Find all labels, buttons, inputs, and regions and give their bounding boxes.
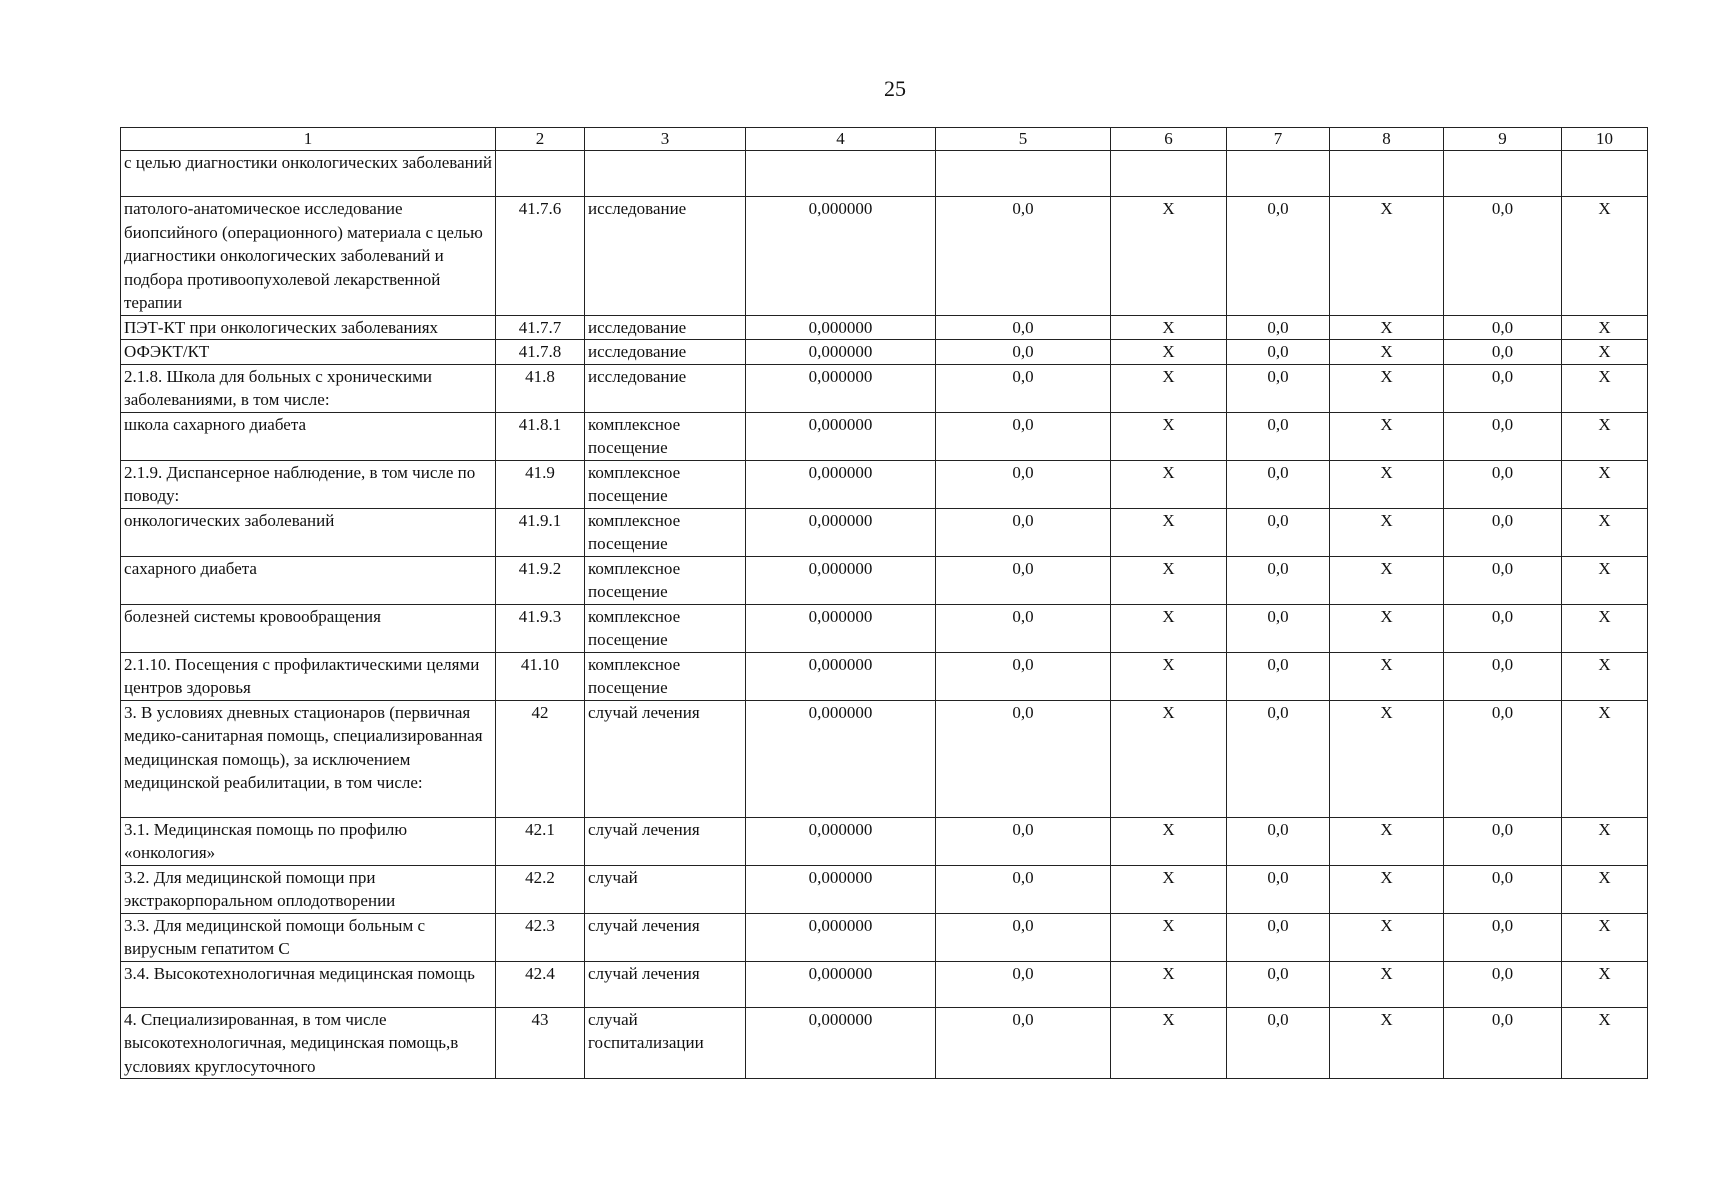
table-cell-col-2: 41.9.1 xyxy=(496,508,585,556)
table-cell-col-4: 0,000000 xyxy=(746,652,936,700)
page-number: 25 xyxy=(884,76,906,101)
table-cell-col-5: 0,0 xyxy=(936,865,1111,913)
table-cell-col-5: 0,0 xyxy=(936,340,1111,365)
table-cell-col-1: болезней системы кровообращения xyxy=(121,604,496,652)
table-cell-col-10: X xyxy=(1562,817,1648,865)
table-cell-col-2: 41.8 xyxy=(496,364,585,412)
header-cell-col-4: 4 xyxy=(746,128,936,151)
table-cell-col-8: X xyxy=(1330,556,1444,604)
table-cell-col-5: 0,0 xyxy=(936,364,1111,412)
table-cell-col-8: X xyxy=(1330,508,1444,556)
table-cell-col-7: 0,0 xyxy=(1227,865,1330,913)
table-cell-col-7: 0,0 xyxy=(1227,700,1330,817)
table-cell-col-7: 0,0 xyxy=(1227,364,1330,412)
table-cell-col-7: 0,0 xyxy=(1227,508,1330,556)
table-cell-col-5: 0,0 xyxy=(936,412,1111,460)
table-cell-col-9: 0,0 xyxy=(1444,652,1562,700)
table-cell-col-9: 0,0 xyxy=(1444,340,1562,365)
table-cell-col-4: 0,000000 xyxy=(746,197,936,316)
table-cell-col-6: X xyxy=(1111,556,1227,604)
table-cell-col-7: 0,0 xyxy=(1227,340,1330,365)
table-cell-col-3: комплексное посещение xyxy=(585,604,746,652)
table-header-row xyxy=(121,128,1648,151)
table-cell-col-3: случай лечения xyxy=(585,817,746,865)
table-cell-col-10: X xyxy=(1562,556,1648,604)
table-cell-col-6: X xyxy=(1111,508,1227,556)
table-cell-col-10: X xyxy=(1562,652,1648,700)
table-cell-col-9: 0,0 xyxy=(1444,961,1562,1007)
table-cell-col-7: 0,0 xyxy=(1227,604,1330,652)
table-cell-col-4: 0,000000 xyxy=(746,315,936,340)
table-cell-col-6: X xyxy=(1111,364,1227,412)
table-cell-col-2 xyxy=(496,151,585,197)
data-table xyxy=(120,127,1648,1079)
table-cell-col-2: 42 xyxy=(496,700,585,817)
table-row xyxy=(121,364,1648,412)
table-cell-col-2: 41.10 xyxy=(496,652,585,700)
table-row xyxy=(121,700,1648,817)
table-row xyxy=(121,340,1648,365)
table-cell-col-1: патолого-анатомическое исследование биопсийного (операционного) материала с целью диагностики онкологических заболеваний и подбора противоопухолевой лекарственной терапии xyxy=(121,197,496,316)
table-cell-col-10: X xyxy=(1562,961,1648,1007)
table-cell-col-1: 2.1.9. Диспансерное наблюдение, в том числе по поводу: xyxy=(121,460,496,508)
table-cell-col-1: 3.2. Для медицинской помощи при экстракорпоральном оплодотворении xyxy=(121,865,496,913)
table-cell-col-6: X xyxy=(1111,913,1227,961)
table-row xyxy=(121,604,1648,652)
table-cell-col-5: 0,0 xyxy=(936,508,1111,556)
table-row xyxy=(121,508,1648,556)
table-cell-col-4 xyxy=(746,151,936,197)
table-cell-col-8: X xyxy=(1330,364,1444,412)
table-cell-col-6: X xyxy=(1111,315,1227,340)
table-cell-col-3: комплексное посещение xyxy=(585,412,746,460)
table-cell-col-10: X xyxy=(1562,340,1648,365)
table-cell-col-7: 0,0 xyxy=(1227,961,1330,1007)
table-cell-col-1: онкологических заболеваний xyxy=(121,508,496,556)
table-cell-col-4: 0,000000 xyxy=(746,556,936,604)
table-cell-col-8: X xyxy=(1330,412,1444,460)
table-cell-col-8: X xyxy=(1330,197,1444,316)
table-row xyxy=(121,865,1648,913)
table-cell-col-4: 0,000000 xyxy=(746,604,936,652)
table-cell-col-7 xyxy=(1227,151,1330,197)
table-cell-col-7: 0,0 xyxy=(1227,315,1330,340)
table-cell-col-5: 0,0 xyxy=(936,460,1111,508)
table-cell-col-10: X xyxy=(1562,315,1648,340)
table-cell-col-2: 41.7.8 xyxy=(496,340,585,365)
table-cell-col-3: исследование xyxy=(585,315,746,340)
table-cell-col-9: 0,0 xyxy=(1444,604,1562,652)
table-cell-col-5: 0,0 xyxy=(936,913,1111,961)
table-cell-col-3 xyxy=(585,151,746,197)
table-cell-col-9: 0,0 xyxy=(1444,817,1562,865)
table-cell-col-2: 41.8.1 xyxy=(496,412,585,460)
table-cell-col-7: 0,0 xyxy=(1227,1007,1330,1079)
header-cell-col-5: 5 xyxy=(936,128,1111,151)
header-cell-col-9: 9 xyxy=(1444,128,1562,151)
table-cell-col-10: X xyxy=(1562,197,1648,316)
table-cell-col-5 xyxy=(936,151,1111,197)
table-cell-col-10: X xyxy=(1562,604,1648,652)
table-cell-col-9: 0,0 xyxy=(1444,364,1562,412)
table-cell-col-3: комплексное посещение xyxy=(585,460,746,508)
table-cell-col-3: комплексное посещение xyxy=(585,508,746,556)
table-cell-col-1: 3.3. Для медицинской помощи больным с вирусным гепатитом С xyxy=(121,913,496,961)
table-cell-col-6 xyxy=(1111,151,1227,197)
table-cell-col-1: ОФЭКТ/КТ xyxy=(121,340,496,365)
table-cell-col-6: X xyxy=(1111,604,1227,652)
table-cell-col-3: исследование xyxy=(585,340,746,365)
table-cell-col-9: 0,0 xyxy=(1444,913,1562,961)
table-cell-col-4: 0,000000 xyxy=(746,961,936,1007)
table-cell-col-7: 0,0 xyxy=(1227,652,1330,700)
table-cell-col-8: X xyxy=(1330,340,1444,365)
table-cell-col-6: X xyxy=(1111,412,1227,460)
table-cell-col-3: случай xyxy=(585,865,746,913)
table-row xyxy=(121,961,1648,1007)
table-cell-col-5: 0,0 xyxy=(936,197,1111,316)
table-cell-col-4: 0,000000 xyxy=(746,340,936,365)
table-cell-col-5: 0,0 xyxy=(936,700,1111,817)
table-cell-col-8: X xyxy=(1330,460,1444,508)
table-cell-col-2: 41.9.3 xyxy=(496,604,585,652)
header-cell-col-1: 1 xyxy=(121,128,496,151)
table-cell-col-10: X xyxy=(1562,865,1648,913)
table-cell-col-3: случай госпитализации xyxy=(585,1007,746,1079)
table-cell-col-7: 0,0 xyxy=(1227,197,1330,316)
header-cell-col-2: 2 xyxy=(496,128,585,151)
table-cell-col-4: 0,000000 xyxy=(746,508,936,556)
table-cell-col-4: 0,000000 xyxy=(746,460,936,508)
table-cell-col-9 xyxy=(1444,151,1562,197)
table-cell-col-5: 0,0 xyxy=(936,961,1111,1007)
table-cell-col-1: 4. Специализированная, в том числе высокотехнологичная, медицинская помощь,в условиях круглосуточного xyxy=(121,1007,496,1079)
table-cell-col-7: 0,0 xyxy=(1227,556,1330,604)
header-cell-col-3: 3 xyxy=(585,128,746,151)
table-cell-col-9: 0,0 xyxy=(1444,460,1562,508)
table-row xyxy=(121,151,1648,197)
table-row xyxy=(121,652,1648,700)
table-cell-col-10: X xyxy=(1562,913,1648,961)
table-cell-col-8: X xyxy=(1330,315,1444,340)
table-cell-col-2: 41.9 xyxy=(496,460,585,508)
table-cell-col-8: X xyxy=(1330,961,1444,1007)
table-cell-col-4: 0,000000 xyxy=(746,865,936,913)
table-cell-col-9: 0,0 xyxy=(1444,556,1562,604)
table-row xyxy=(121,556,1648,604)
table-cell-col-1: ПЭТ-КТ при онкологических заболеваниях xyxy=(121,315,496,340)
table-cell-col-5: 0,0 xyxy=(936,604,1111,652)
table-cell-col-2: 42.3 xyxy=(496,913,585,961)
table-cell-col-4: 0,000000 xyxy=(746,412,936,460)
table-cell-col-7: 0,0 xyxy=(1227,817,1330,865)
table-cell-col-3: исследование xyxy=(585,197,746,316)
table-cell-col-6: X xyxy=(1111,460,1227,508)
table-cell-col-2: 42.1 xyxy=(496,817,585,865)
table-cell-col-3: комплексное посещение xyxy=(585,652,746,700)
header-cell-col-10: 10 xyxy=(1562,128,1648,151)
table-cell-col-8 xyxy=(1330,151,1444,197)
table-cell-col-9: 0,0 xyxy=(1444,508,1562,556)
table-cell-col-8: X xyxy=(1330,865,1444,913)
table-cell-col-4: 0,000000 xyxy=(746,364,936,412)
table-cell-col-1: школа сахарного диабета xyxy=(121,412,496,460)
table-cell-col-8: X xyxy=(1330,652,1444,700)
table-cell-col-5: 0,0 xyxy=(936,817,1111,865)
table-cell-col-6: X xyxy=(1111,340,1227,365)
table-row xyxy=(121,460,1648,508)
table-cell-col-5: 0,0 xyxy=(936,1007,1111,1079)
table-cell-col-2: 41.7.6 xyxy=(496,197,585,316)
table-cell-col-7: 0,0 xyxy=(1227,913,1330,961)
table-cell-col-5: 0,0 xyxy=(936,652,1111,700)
table-cell-col-2: 42.2 xyxy=(496,865,585,913)
table-cell-col-4: 0,000000 xyxy=(746,700,936,817)
table-cell-col-5: 0,0 xyxy=(936,556,1111,604)
table-row xyxy=(121,412,1648,460)
table-row xyxy=(121,315,1648,340)
table-cell-col-10 xyxy=(1562,151,1648,197)
table-cell-col-1: 2.1.10. Посещения с профилактическими целями центров здоровья xyxy=(121,652,496,700)
table-cell-col-10: X xyxy=(1562,700,1648,817)
table-cell-col-8: X xyxy=(1330,913,1444,961)
table-cell-col-9: 0,0 xyxy=(1444,865,1562,913)
table-cell-col-10: X xyxy=(1562,1007,1648,1079)
table-cell-col-9: 0,0 xyxy=(1444,1007,1562,1079)
table-row xyxy=(121,197,1648,316)
table-cell-col-9: 0,0 xyxy=(1444,412,1562,460)
table-cell-col-9: 0,0 xyxy=(1444,700,1562,817)
table-cell-col-6: X xyxy=(1111,961,1227,1007)
table-cell-col-6: X xyxy=(1111,700,1227,817)
table-row xyxy=(121,1007,1648,1079)
table-cell-col-2: 41.7.7 xyxy=(496,315,585,340)
table-cell-col-7: 0,0 xyxy=(1227,412,1330,460)
table-cell-col-7: 0,0 xyxy=(1227,460,1330,508)
table-cell-col-2: 41.9.2 xyxy=(496,556,585,604)
table-cell-col-8: X xyxy=(1330,700,1444,817)
header-cell-col-7: 7 xyxy=(1227,128,1330,151)
table-cell-col-6: X xyxy=(1111,817,1227,865)
table-cell-col-3: комплексное посещение xyxy=(585,556,746,604)
table-cell-col-4: 0,000000 xyxy=(746,817,936,865)
table-row xyxy=(121,913,1648,961)
table-cell-col-8: X xyxy=(1330,1007,1444,1079)
table-cell-col-1: сахарного диабета xyxy=(121,556,496,604)
table-cell-col-6: X xyxy=(1111,652,1227,700)
table-cell-col-8: X xyxy=(1330,817,1444,865)
table-row xyxy=(121,817,1648,865)
table-cell-col-10: X xyxy=(1562,364,1648,412)
table-cell-col-6: X xyxy=(1111,197,1227,316)
table-cell-col-3: случай лечения xyxy=(585,961,746,1007)
table-cell-col-3: исследование xyxy=(585,364,746,412)
table-cell-col-1: 3.1. Медицинская помощь по профилю «онкология» xyxy=(121,817,496,865)
table-cell-col-1: 3. В условиях дневных стационаров (первичная медико-санитарная помощь, специализированная медицинская помощь), за исключением медицинской реабилитации, в том числе: xyxy=(121,700,496,817)
table-cell-col-3: случай лечения xyxy=(585,913,746,961)
table-cell-col-5: 0,0 xyxy=(936,315,1111,340)
table-cell-col-10: X xyxy=(1562,508,1648,556)
table-cell-col-1: 2.1.8. Школа для больных с хроническими заболеваниями, в том числе: xyxy=(121,364,496,412)
table-cell-col-6: X xyxy=(1111,865,1227,913)
table-cell-col-9: 0,0 xyxy=(1444,197,1562,316)
table-cell-col-9: 0,0 xyxy=(1444,315,1562,340)
table-cell-col-3: случай лечения xyxy=(585,700,746,817)
table-cell-col-10: X xyxy=(1562,412,1648,460)
table-cell-col-1: 3.4. Высокотехнологичная медицинская помощь xyxy=(121,961,496,1007)
table-cell-col-2: 42.4 xyxy=(496,961,585,1007)
table-cell-col-4: 0,000000 xyxy=(746,913,936,961)
table-cell-col-4: 0,000000 xyxy=(746,1007,936,1079)
header-cell-col-6: 6 xyxy=(1111,128,1227,151)
table-cell-col-10: X xyxy=(1562,460,1648,508)
table-cell-col-8: X xyxy=(1330,604,1444,652)
header-cell-col-8: 8 xyxy=(1330,128,1444,151)
table-cell-col-6: X xyxy=(1111,1007,1227,1079)
table-cell-col-2: 43 xyxy=(496,1007,585,1079)
table-cell-col-1: с целью диагностики онкологических заболеваний xyxy=(121,151,496,197)
